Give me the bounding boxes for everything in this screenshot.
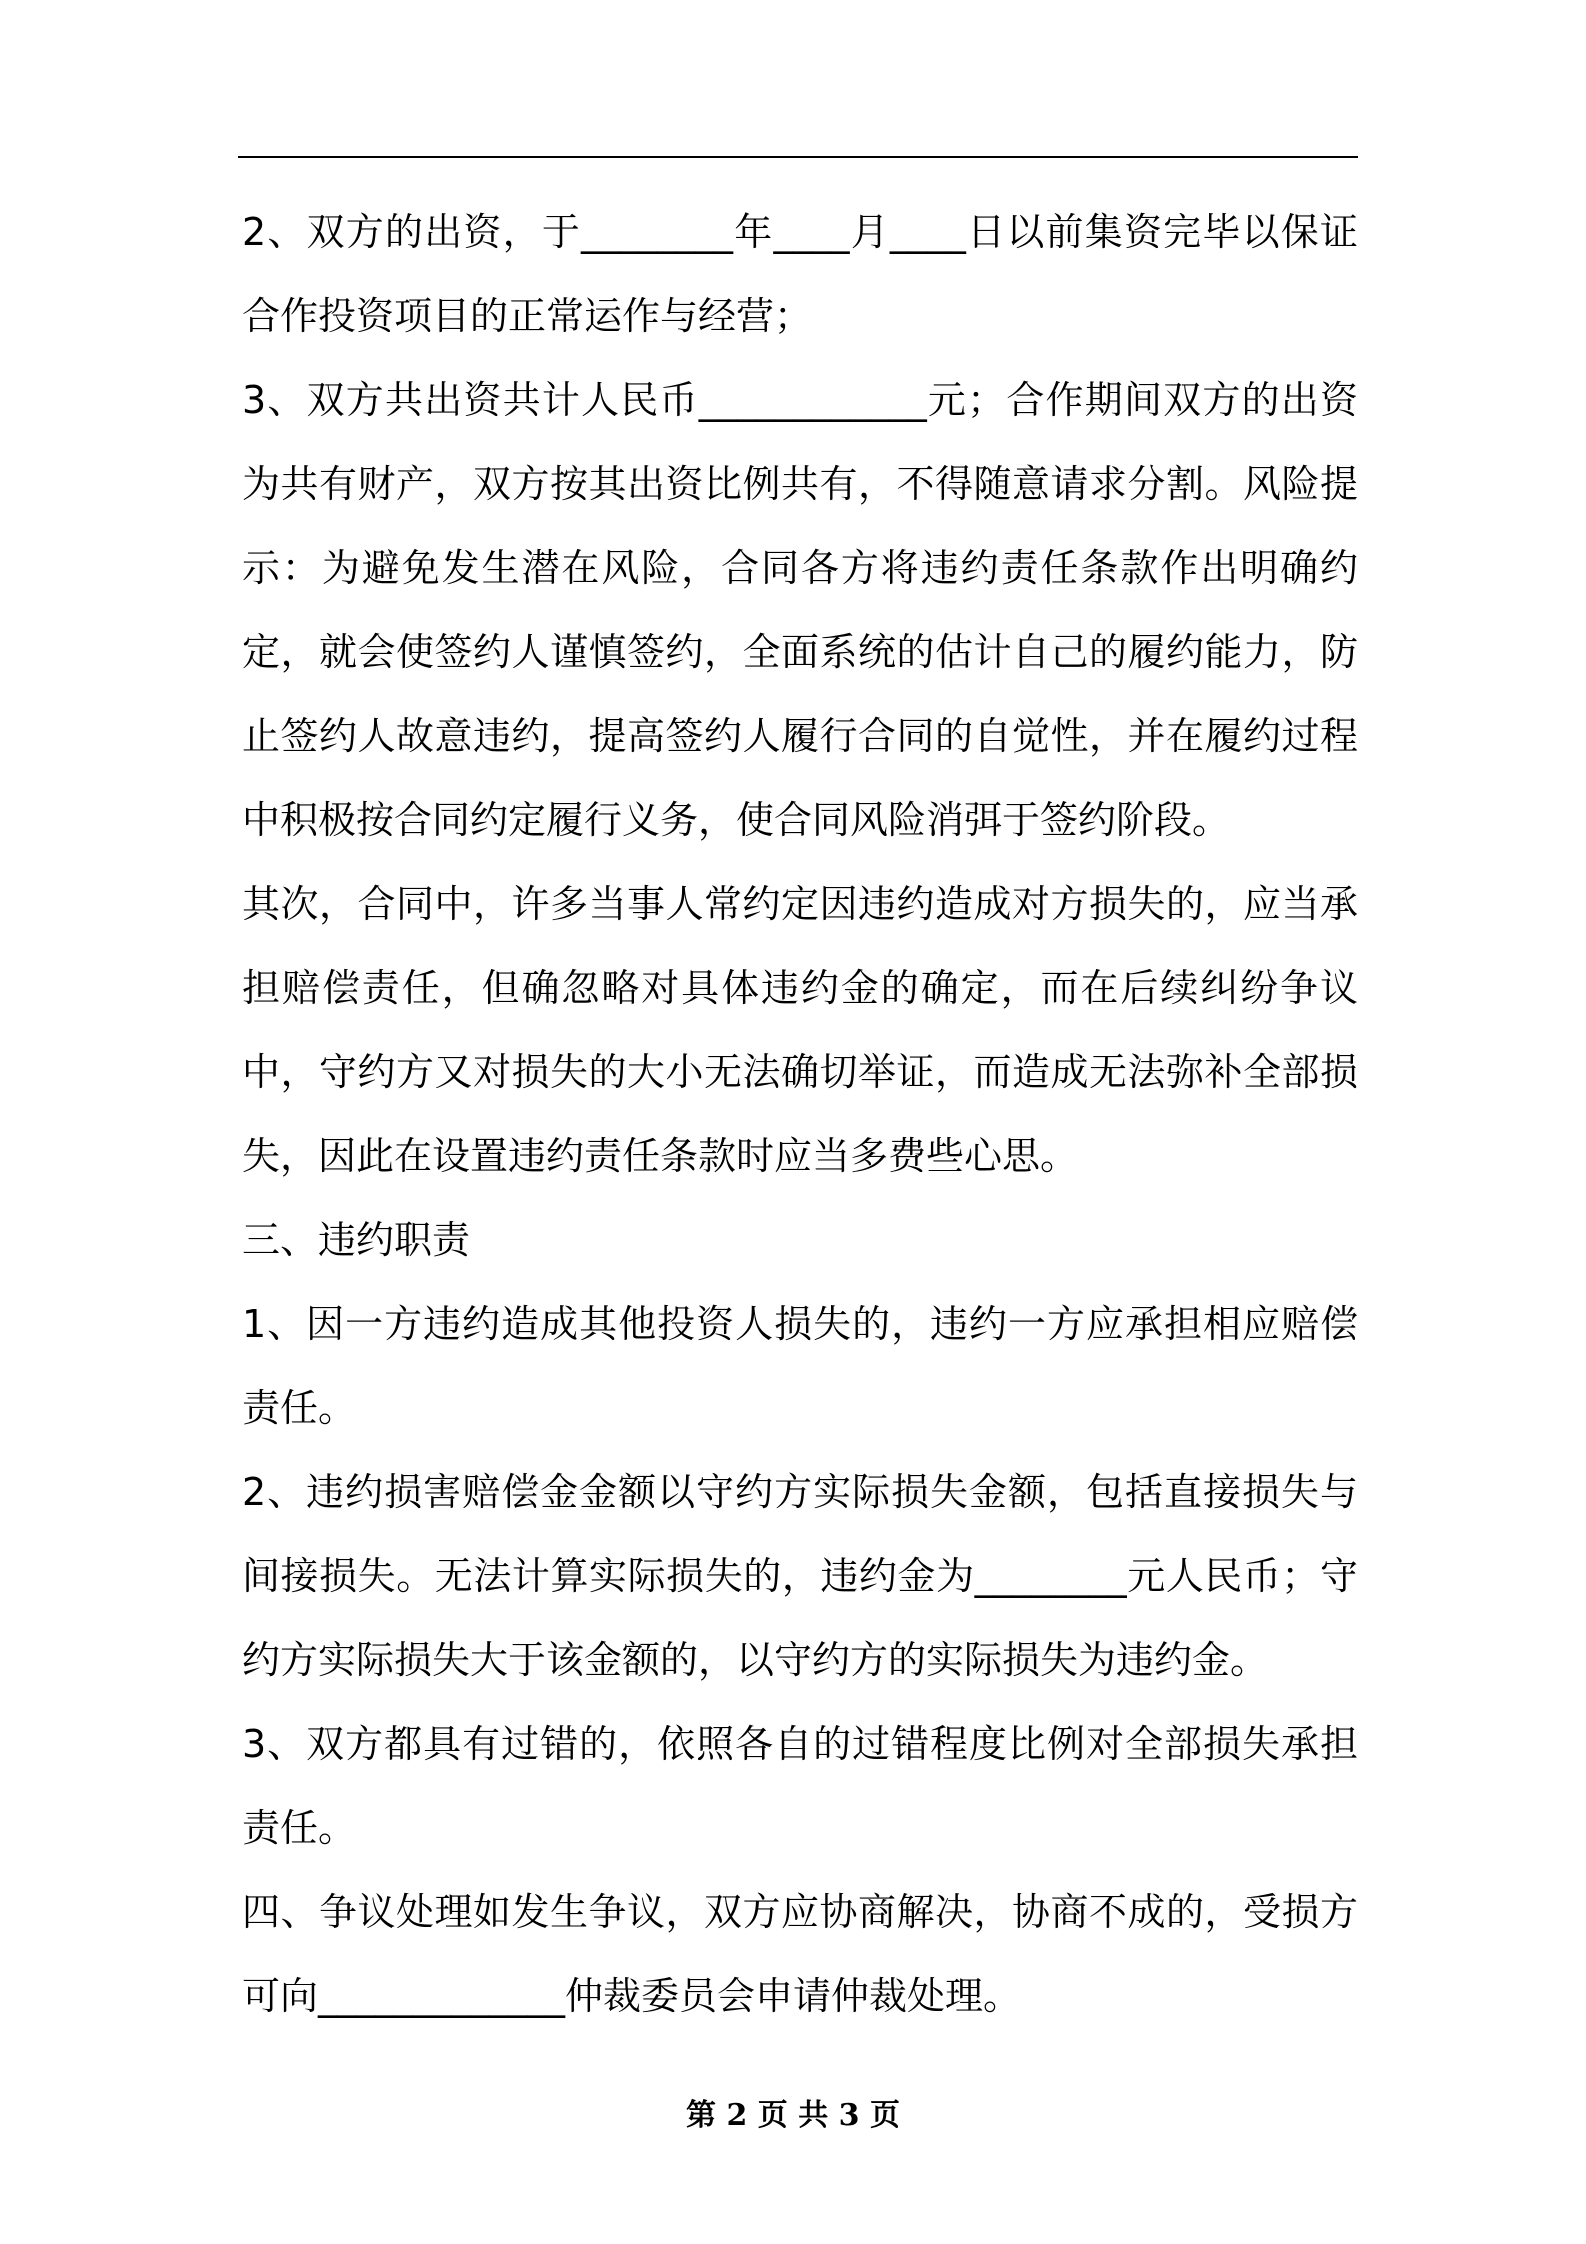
paragraph-secondly: 其次，合同中，许多当事人常约定因违约造成对方损失的，应当承担赔偿责任，但确忽略对具体违约金的确定，而在后续纠纷争议中，守约方又对损失的大小无法确切举证，而造成无法弥补全部损失，因此在设置违约责任条款时应当多费些心思。 [242,882,1358,1178]
page-number: 第 2 页 共 3 页 [686,2098,900,2133]
paragraph-breach-item-2: 2、违约损害赔偿金金额以守约方实际损失金额，包括直接损失与间接损失。无法计算实际损失的，违约金为________元人民币；守约方实际损失大于该金额的，以守约方的实际损失为违约金。 [242,1470,1358,1682]
paragraph-dispute-resolution: 四、争议处理如发生争议，双方应协商解决，协商不成的，受损方可向_____________仲裁委员会申请仲裁处理。 [242,1890,1358,2018]
document-body [242,190,1358,2038]
paragraph-breach-item-3: 3、双方都具有过错的，依照各自的过错程度比例对全部损失承担责任。 [242,1722,1358,1850]
header-divider [238,156,1358,158]
paragraph-contribution-deadline: 2、双方的出资，于________年____月____日以前集资完毕以保证合作投资项目的正常运作与经营； [242,210,1358,338]
paragraph-breach-item-1: 1、因一方违约造成其他投资人损失的，违约一方应承担相应赔偿责任。 [242,1302,1358,1430]
section-heading-breach: 三、违约职责 [242,1218,471,1262]
paragraph-total-contribution: 3、双方共出资共计人民币____________元；合作期间双方的出资为共有财产，双方按其出资比例共有，不得随意请求分割。风险提示：为避免发生潜在风险，合同各方将违约责任条款作出明确约定，就会使签约人谨慎签约，全面系统的估计自己的履约能力，防止签约人故意违约，提高签约人履行合同的自觉性，并在履约过程中积极按合同约定履行义务，使合同风险消弭于签约阶段。 [242,378,1358,842]
